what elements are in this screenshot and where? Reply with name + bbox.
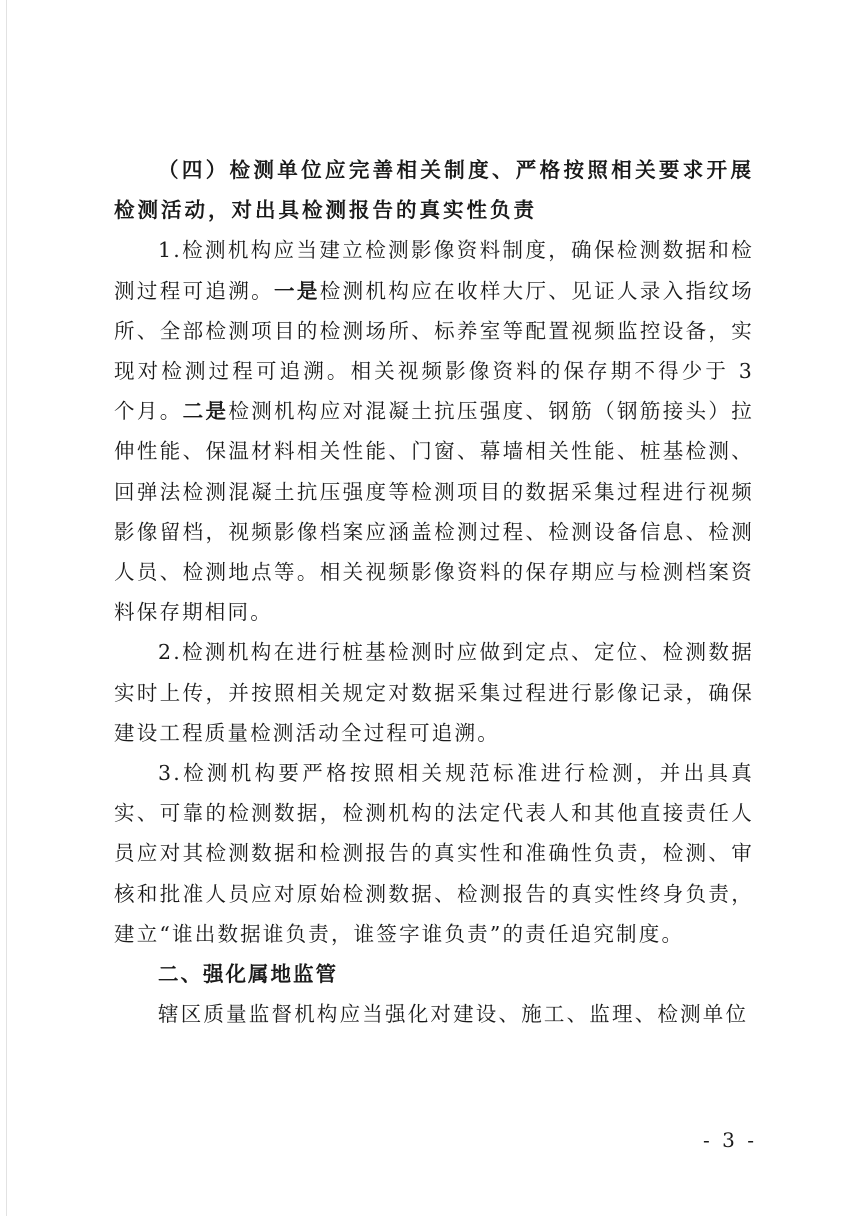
section-two-heading: 二、强化属地监管: [158, 962, 338, 987]
item-1-text-first: 检测机构应在收样大厅、见证人录入指纹场所、全部检测项目的检测场所、标养室等配置视频监控设备，实现对检测过程可追溯。相关视频影像资料的保存期不得少于 3 个月。: [114, 278, 754, 424]
page-edge-line: [6, 0, 7, 1216]
item-1-lead-second: 二是: [182, 399, 229, 424]
document-body: [114, 150, 754, 1034]
section-four-heading: （四）检测单位应完善相关制度、严格按照相关要求开展检测活动，对出具检测报告的真实性负责: [114, 158, 754, 223]
item-1-intro: 1.检测机构应当建立检测影像资料制度，确保检测数据和检测过程可追溯。: [114, 238, 754, 303]
section-two-paragraph: 辖区质量监督机构应当强化对建设、施工、监理、检测单位: [158, 1002, 749, 1027]
item-1-text-second: 检测机构应对混凝土抗压强度、钢筋（钢筋接头）拉伸性能、保温材料相关性能、门窗、幕墙相关性能、桩基检测、回弹法检测混凝土抗压强度等检测项目的数据采集过程进行视频影像留档，视频影像档案应涵盖检测过程、检测设备信息、检测人员、检测地点等。相关视频影像资料的保存期应与检测档案资料保存期相同。: [114, 399, 754, 625]
item-1-paragraph: [114, 230, 754, 632]
item-2-paragraph: 2.检测机构在进行桩基检测时应做到定点、定位、检测数据实时上传，并按照相关规定对数据采集过程进行影像记录，确保建设工程质量检测活动全过程可追溯。: [114, 640, 754, 745]
item-1-lead-first: 一是: [274, 278, 320, 303]
page-number: - 3 -: [703, 1128, 757, 1152]
item-3-paragraph: 3.检测机构要严格按照相关规范标准进行检测，并出具真实、可靠的检测数据，检测机构的法定代表人和其他直接责任人员应对其检测数据和检测报告的真实性和准确性负责，检测、审核和批准人员应对原始检测数据、检测报告的真实性终身负责，建立“谁出数据谁负责，谁签字谁负责”的责任追究制度。: [114, 761, 754, 946]
